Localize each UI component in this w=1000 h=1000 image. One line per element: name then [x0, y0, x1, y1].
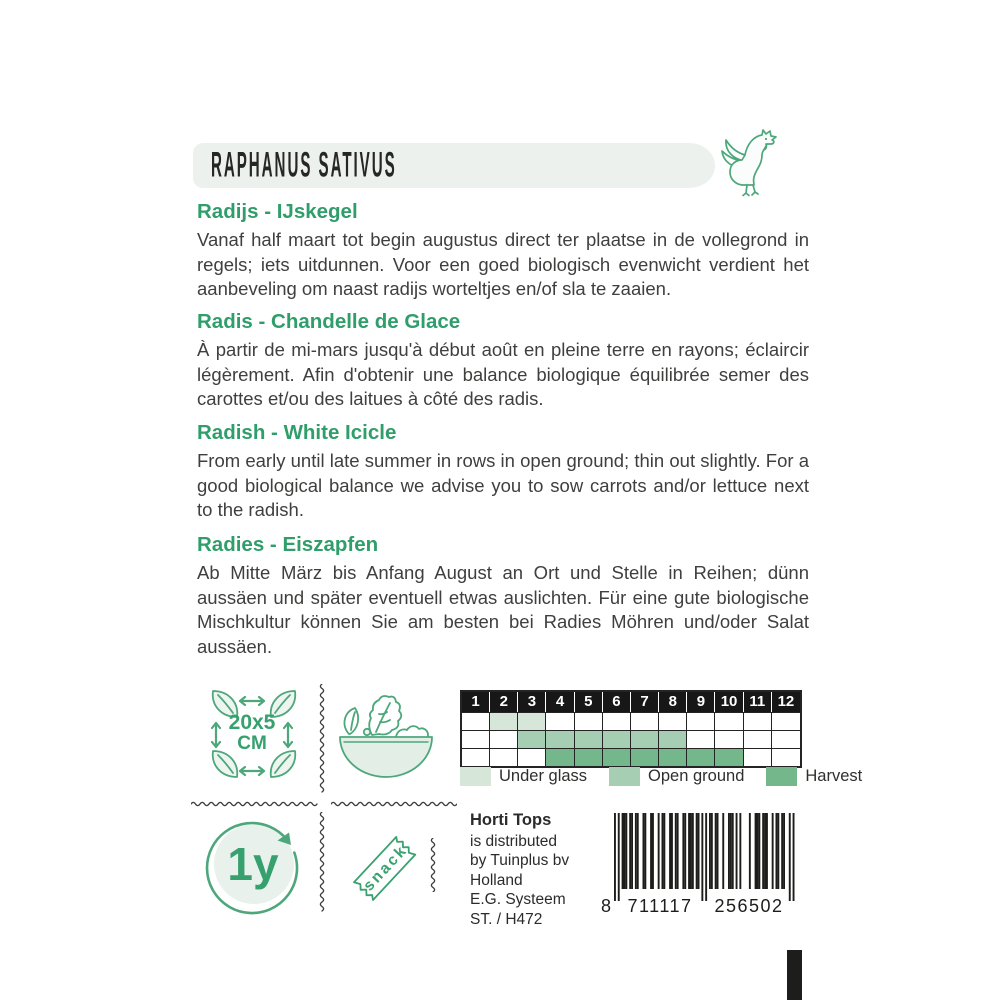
snack-label: snack [360, 841, 412, 895]
barcode-digit-left: 8 [601, 896, 612, 913]
calendar-grid-body [462, 712, 800, 766]
snack-packet-icon [344, 823, 429, 911]
section-en [197, 421, 809, 523]
distributor-line: by Tuinplus bv [470, 852, 570, 869]
calendar-month-label-4: 4 [546, 692, 574, 712]
calendar-cell-active [546, 749, 574, 766]
leaf-icon [213, 691, 238, 717]
calendar-cell-active [518, 713, 546, 730]
distributor-name: Horti Tops [470, 811, 552, 829]
distributor-line: ST. / H472 [470, 910, 543, 928]
arrow-vertical-icon [212, 723, 220, 747]
section-nl [197, 200, 809, 302]
calendar-cell-active [715, 749, 743, 766]
arrow-horizontal-icon [240, 697, 264, 705]
calendar-cell-active [518, 731, 546, 748]
rotation-label: 1y [227, 838, 279, 890]
latin-name: RAPHANUS SATIVUS [211, 145, 397, 185]
barcode-digits-group2: 256502 [714, 896, 784, 913]
section-heading-fr: Radis - Chandelle de Glace [197, 310, 461, 333]
calendar-month-label-5: 5 [575, 692, 603, 712]
calendar-cell [462, 731, 490, 748]
distributor-line: Holland [470, 871, 523, 889]
calendar-cell-active [603, 749, 631, 766]
calendar-cell-active [659, 749, 687, 766]
section-body-nl: Vanaf half maart tot begin augustus direct ter plaatse in de vollegrond in regels; iets uitdunnen. Voor een goed biologisch evenwicht verdient het aanbeveling om naast radijs worteltjes en/of sla te zaaien. [197, 229, 809, 300]
calendar-month-label-6: 6 [603, 692, 631, 712]
calendar-month-label-3: 3 [518, 692, 546, 712]
divider-wave-horizontal [331, 795, 457, 813]
calendar-cell [687, 731, 715, 748]
rooster-icon [720, 127, 782, 199]
calendar-month-label-2: 2 [490, 692, 518, 712]
calendar-cell-active [659, 731, 687, 748]
calendar-cell [744, 731, 772, 748]
section-de [197, 533, 809, 659]
calendar-cell-active [687, 749, 715, 766]
legend-label-under-glass: Under glass [499, 767, 588, 785]
legend-swatch-open-ground [609, 767, 640, 786]
calendar-cell [462, 749, 490, 766]
divider-wave-vertical [318, 812, 326, 923]
plant-spacing-icon [200, 684, 304, 784]
arrow-horizontal-icon [240, 767, 264, 775]
calendar-cell-active [490, 713, 518, 730]
calendar-cell [490, 749, 518, 766]
legend-swatch-under-glass [460, 767, 491, 786]
calendar-row-open-ground [462, 730, 800, 748]
calendar-cell [772, 713, 800, 730]
calendar-cell-active [575, 731, 603, 748]
calendar-cell [715, 713, 743, 730]
calendar-cell [744, 749, 772, 766]
spacing-value: 20x5 [228, 711, 276, 734]
divider-wave-vertical [429, 838, 437, 897]
calendar-cell [575, 713, 603, 730]
sowing-calendar [460, 690, 802, 768]
barcode [600, 813, 800, 913]
calendar-month-label-7: 7 [631, 692, 659, 712]
calendar-cell [772, 749, 800, 766]
legend-label-open-ground: Open ground [648, 767, 745, 785]
calendar-cell-active [575, 749, 603, 766]
salad-bowl-icon [336, 690, 436, 785]
arrow-vertical-icon [284, 723, 292, 747]
calendar-cell-active [603, 731, 631, 748]
barcode-bars [614, 813, 795, 901]
calendar-cell-active [631, 749, 659, 766]
section-heading-nl: Radijs - IJskegel [197, 200, 358, 223]
calendar-month-label-11: 11 [744, 692, 772, 712]
calendar-legend [460, 767, 863, 786]
calendar-cell [518, 749, 546, 766]
calendar-month-label-9: 9 [687, 692, 715, 712]
section-fr [197, 310, 809, 412]
leaf-icon [271, 691, 296, 717]
calendar-header-row [462, 692, 800, 712]
calendar-month-label-1: 1 [462, 692, 490, 712]
legend-label-harvest: Harvest [805, 767, 863, 785]
calendar-month-label-12: 12 [777, 693, 795, 710]
calendar-cell [715, 731, 743, 748]
section-body-en: From early until late summer in rows in open ground; thin out slightly. For a good biological balance we advise you to sow carrots and/or lettuce next to the radish. [197, 450, 809, 521]
calendar-cell [744, 713, 772, 730]
distributor-line: is distributed [470, 832, 558, 850]
calendar-cell [462, 713, 490, 730]
calendar-cell [659, 713, 687, 730]
section-heading-de: Radies - Eiszapfen [197, 533, 379, 556]
barcode-digits-group1: 711117 [627, 896, 693, 913]
legend-swatch-harvest [766, 767, 797, 786]
leaf-icon [271, 751, 296, 777]
divider-wave-vertical [318, 684, 326, 801]
calendar-row-under-glass [462, 712, 800, 730]
calendar-month-label-10: 10 [715, 692, 743, 712]
calendar-cell-active [631, 731, 659, 748]
calendar-cell [687, 713, 715, 730]
calendar-cell [603, 713, 631, 730]
section-body-de: Ab Mitte März bis Anfang August an Ort und Stelle in Reihen; dünn aussäen und später eventuell etwas auslichten. Für eine gute biologische Mischkultur können Sie am besten bei Radies Möhren und/oder Salat aussäen. [197, 562, 809, 657]
calendar-cell [490, 731, 518, 748]
distributor-info [470, 811, 569, 929]
divider-wave-horizontal [191, 795, 321, 813]
distributor-line: E.G. Systeem [470, 891, 566, 908]
calendar-month-label-8: 8 [659, 692, 687, 712]
calendar-cell-active [546, 731, 574, 748]
spacing-unit: CM [237, 733, 267, 754]
print-registration-mark [787, 950, 802, 1000]
section-heading-en: Radish - White Icicle [197, 421, 397, 444]
calendar-cell [631, 713, 659, 730]
calendar-row-harvest [462, 748, 800, 766]
calendar-cell [546, 713, 574, 730]
leaf-icon [213, 751, 238, 777]
section-body-fr: À partir de mi-mars jusqu'à début août en pleine terre en rayons; éclaircir légèrement. Afin d'obtenir une balance biologique équilibrée semer des carottes et/ou des laitues à côté des radis. [197, 339, 809, 410]
calendar-cell [772, 731, 800, 748]
